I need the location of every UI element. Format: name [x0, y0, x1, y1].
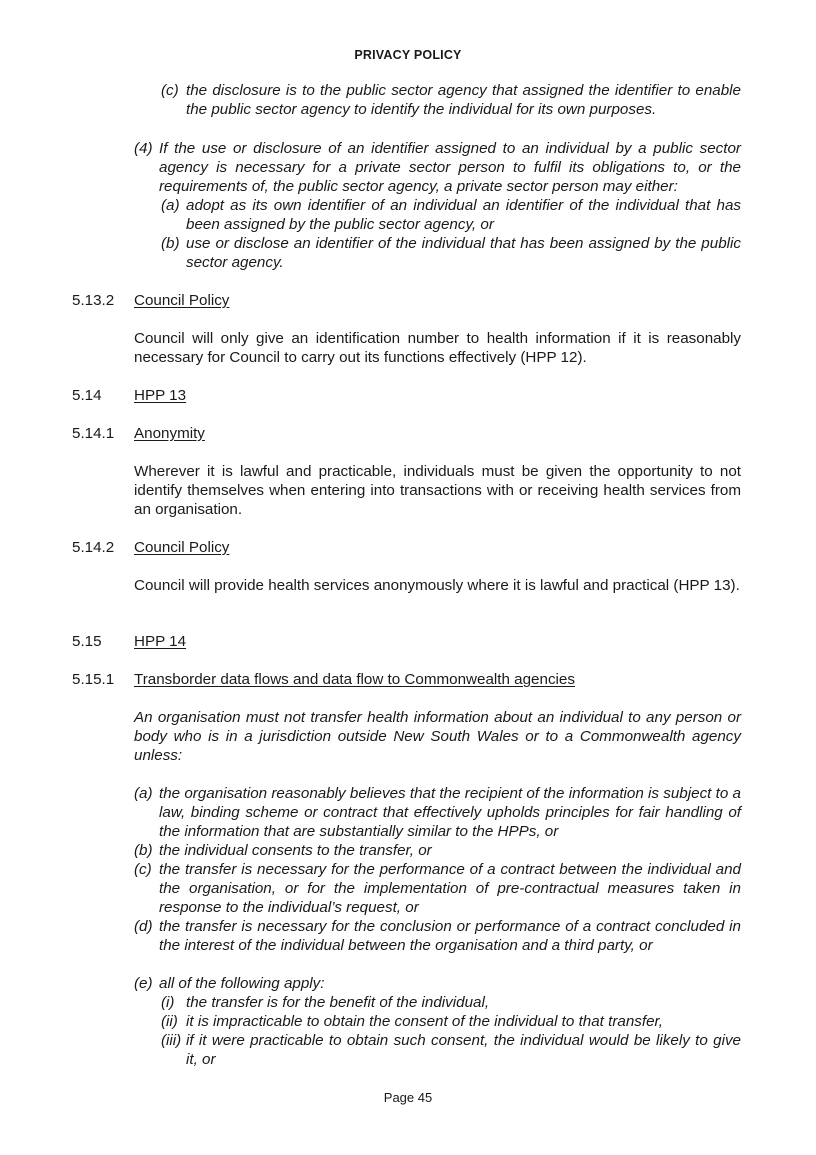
list-text: it is impracticable to obtain the consent of the individual to that transfer,	[186, 1013, 663, 1030]
list-item-ii	[161, 1012, 741, 1031]
list-label: (b)	[161, 235, 180, 252]
list-label: (c)	[134, 861, 152, 878]
section-heading: Council Policy	[134, 539, 230, 556]
section-body: Wherever it is lawful and practicable, individuals must be given the opportunity to not identify themselves when entering into transactions with or receiving health services from an organisation.	[134, 463, 741, 518]
list-text: the individual consents to the transfer, or	[159, 842, 432, 859]
list-item-4b	[161, 234, 741, 272]
section-heading: HPP 13	[134, 387, 187, 404]
list-label: (d)	[134, 918, 153, 935]
list-item-4	[134, 139, 741, 196]
list-label: (i)	[161, 994, 175, 1011]
list-label: (ii)	[161, 1013, 178, 1030]
list-text: use or disclose an identifier of the individual that has been assigned by the public sector agency.	[186, 235, 741, 271]
page-number: Page 45	[383, 1090, 433, 1105]
list-text: If the use or disclosure of an identifier assigned to an individual by a public sector agency is necessary for a private sector person to fulfil its obligations to, or the requirements of, the public sector agency, a private sector person may either:	[159, 140, 741, 195]
list-text: all of the following apply:	[159, 975, 325, 992]
list-text: the transfer is necessary for the conclusion or performance of a contract concluded in the interest of the individual between the organisation and a third party, or	[159, 918, 741, 954]
list-label: (4)	[134, 140, 153, 157]
list-item-b	[134, 841, 741, 860]
list-label: (a)	[134, 785, 153, 802]
section-number: 5.13.2	[72, 292, 115, 309]
list-text: adopt as its own identifier of an individual an identifier of the individual that has been assigned by the public sector agency, or	[186, 197, 741, 233]
list-item-i	[161, 993, 741, 1012]
list-label: (a)	[161, 197, 180, 214]
list-item-e	[134, 974, 741, 993]
list-label: (b)	[134, 842, 153, 859]
list-item-a	[134, 784, 741, 841]
section-body: Council will only give an identification number to health information if it is reasonably necessary for Council to carry out its functions effectively (HPP 12).	[134, 330, 741, 366]
list-item-c	[134, 860, 741, 917]
section-intro: An organisation must not transfer health information about an individual to any person or body who is in a jurisdiction outside New South Wales or to a Commonwealth agency unless:	[134, 709, 741, 764]
page-header-title: PRIVACY POLICY	[354, 48, 462, 62]
section-number: 5.14	[72, 387, 102, 404]
section-heading: Council Policy	[134, 292, 230, 309]
section-heading: HPP 14	[134, 633, 187, 650]
list-text: the organisation reasonably believes that the recipient of the information is subject to a law, binding scheme or contract that effectively upholds principles for fair handling of the information that are substantially similar to the HPPs, or	[159, 785, 741, 840]
list-label: (c)	[161, 82, 179, 99]
list-text: the disclosure is to the public sector agency that assigned the identifier to enable the public sector agency to identify the individual for its own purposes.	[186, 82, 741, 118]
list-text: the transfer is necessary for the performance of a contract between the individual and the organisation, or for the implementation of pre-contractual measures taken in response to the individual’s request, or	[159, 861, 741, 916]
list-text: the transfer is for the benefit of the individual,	[186, 994, 490, 1011]
section-number: 5.14.1	[72, 425, 115, 442]
section-number: 5.14.2	[72, 539, 115, 556]
list-item-c	[161, 81, 741, 119]
list-item-d	[134, 917, 741, 955]
list-label: (iii)	[161, 1032, 182, 1049]
list-item-4a	[161, 196, 741, 234]
section-heading: Anonymity	[134, 425, 205, 442]
list-text: if it were practicable to obtain such consent, the individual would be likely to give it, or	[186, 1032, 741, 1068]
section-number: 5.15	[72, 633, 102, 650]
section-body: Council will provide health services anonymously where it is lawful and practical (HPP 13).	[134, 577, 740, 594]
list-item-iii	[161, 1031, 741, 1069]
list-label: (e)	[134, 975, 153, 992]
section-heading: Transborder data flows and data flow to Commonwealth agencies	[134, 671, 575, 688]
section-number: 5.15.1	[72, 671, 115, 688]
